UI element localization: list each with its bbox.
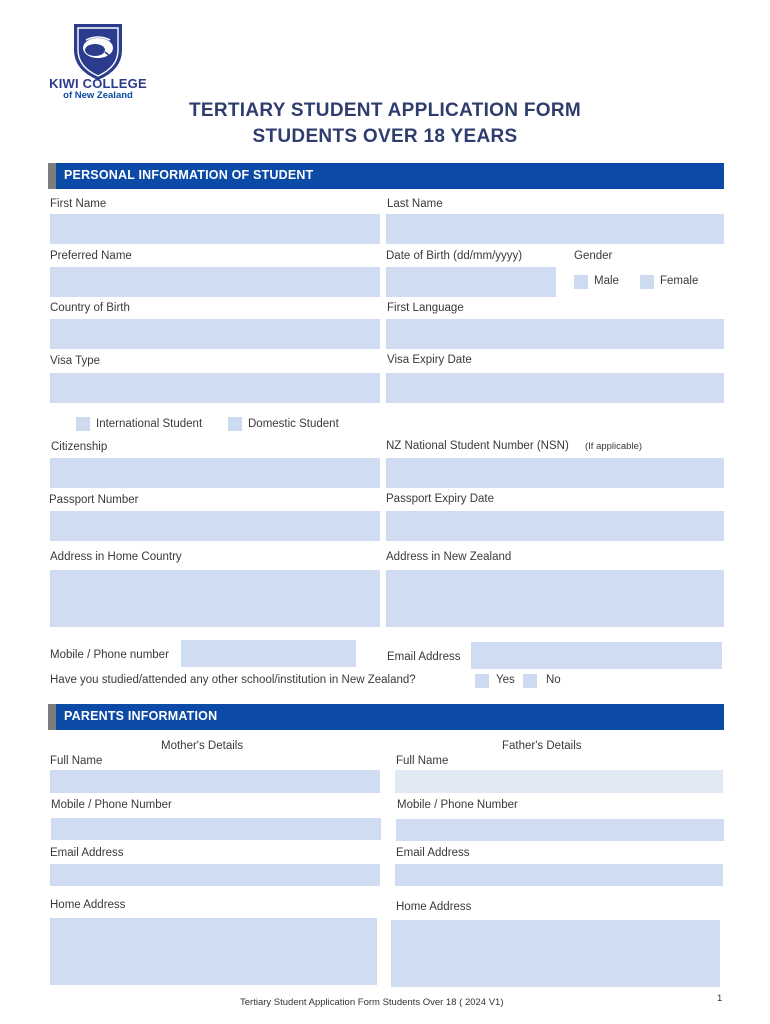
nsn-label: NZ National Student Number (NSN) xyxy=(386,440,569,452)
section-header-parents xyxy=(48,704,724,730)
visa-expiry-label: Visa Expiry Date xyxy=(387,354,472,366)
mother-email-field[interactable] xyxy=(50,864,380,886)
mother-details-heading: Mother's Details xyxy=(161,740,244,752)
shield-crest-icon xyxy=(48,20,148,82)
country-of-birth-field[interactable] xyxy=(50,319,380,349)
gender-label: Gender xyxy=(574,250,613,262)
address-nz-field[interactable] xyxy=(386,570,724,627)
logo-subname: of New Zealand xyxy=(63,90,133,101)
logo-name: KIWI COLLEGE xyxy=(49,76,147,91)
visa-type-field[interactable] xyxy=(50,373,380,403)
footer-text: Tertiary Student Application Form Students Over 18 ( 2024 V1) xyxy=(240,997,504,1008)
passport-expiry-field[interactable] xyxy=(386,511,724,541)
mother-mobile-field[interactable] xyxy=(51,818,381,840)
last-name-field[interactable] xyxy=(386,214,724,244)
studied-yes-label: Yes xyxy=(496,674,515,686)
gender-male-label: Male xyxy=(594,275,619,287)
nsn-field[interactable] xyxy=(386,458,724,488)
international-student-label: International Student xyxy=(96,418,203,430)
first-language-label: First Language xyxy=(387,302,464,314)
father-email-label: Email Address xyxy=(396,847,470,859)
studied-no-label: No xyxy=(546,674,561,686)
section-title-parents: PARENTS INFORMATION xyxy=(64,709,218,723)
studied-yes-checkbox[interactable] xyxy=(475,674,489,688)
form-title-line1: TERTIARY STUDENT APPLICATION FORM xyxy=(188,100,581,121)
gender-male-checkbox[interactable] xyxy=(574,275,588,289)
college-logo xyxy=(48,20,148,105)
address-home-country-field[interactable] xyxy=(50,570,380,627)
mother-email-label: Email Address xyxy=(50,847,124,859)
mother-full-name-label: Full Name xyxy=(50,755,103,767)
father-details-heading: Father's Details xyxy=(502,740,582,752)
international-student-checkbox[interactable] xyxy=(76,417,90,431)
last-name-label: Last Name xyxy=(387,198,443,210)
citizenship-label: Citizenship xyxy=(51,441,108,453)
domestic-student-checkbox[interactable] xyxy=(228,417,242,431)
page-number: 1 xyxy=(717,993,723,1004)
form-title-line2: STUDENTS OVER 18 YEARS xyxy=(252,126,518,147)
mother-full-name-field[interactable] xyxy=(50,770,380,793)
first-name-field[interactable] xyxy=(50,214,380,244)
band-stub xyxy=(48,704,56,730)
dob-field[interactable] xyxy=(386,267,556,297)
studied-question: Have you studied/attended any other school/institution in New Zealand? xyxy=(50,674,416,686)
passport-expiry-label: Passport Expiry Date xyxy=(386,493,495,505)
citizenship-field[interactable] xyxy=(50,458,380,488)
dob-label: Date of Birth (dd/mm/yyyy) xyxy=(386,250,523,262)
visa-type-label: Visa Type xyxy=(50,355,101,367)
mother-address-field[interactable] xyxy=(50,918,377,985)
country-of-birth-label: Country of Birth xyxy=(50,302,130,314)
section-header-personal xyxy=(48,163,724,189)
father-mobile-label: Mobile / Phone Number xyxy=(397,799,518,811)
address-home-country-label: Address in Home Country xyxy=(50,551,182,563)
nsn-note: (If applicable) xyxy=(585,441,643,452)
father-full-name-label: Full Name xyxy=(396,755,449,767)
father-email-field[interactable] xyxy=(395,864,723,886)
visa-expiry-field[interactable] xyxy=(386,373,724,403)
father-address-label: Home Address xyxy=(396,901,472,913)
mother-mobile-label: Mobile / Phone Number xyxy=(51,799,172,811)
preferred-name-field[interactable] xyxy=(50,267,380,297)
mobile-field[interactable] xyxy=(181,640,356,667)
passport-number-label: Passport Number xyxy=(49,494,139,506)
studied-no-checkbox[interactable] xyxy=(523,674,537,688)
passport-number-field[interactable] xyxy=(50,511,380,541)
mother-address-label: Home Address xyxy=(50,899,126,911)
first-name-label: First Name xyxy=(50,198,107,210)
father-address-field[interactable] xyxy=(391,920,720,987)
section-title-personal: PERSONAL INFORMATION OF STUDENT xyxy=(64,168,314,182)
gender-female-checkbox[interactable] xyxy=(640,275,654,289)
father-full-name-field[interactable] xyxy=(395,770,723,793)
first-language-field[interactable] xyxy=(386,319,724,349)
gender-female-label: Female xyxy=(660,275,699,287)
mobile-label: Mobile / Phone number xyxy=(50,649,169,661)
preferred-name-label: Preferred Name xyxy=(50,250,132,262)
band-stub xyxy=(48,163,56,189)
father-mobile-field[interactable] xyxy=(396,819,724,841)
address-nz-label: Address in New Zealand xyxy=(386,551,512,563)
email-field[interactable] xyxy=(471,642,722,669)
domestic-student-label: Domestic Student xyxy=(248,418,339,430)
email-label: Email Address xyxy=(387,651,461,663)
